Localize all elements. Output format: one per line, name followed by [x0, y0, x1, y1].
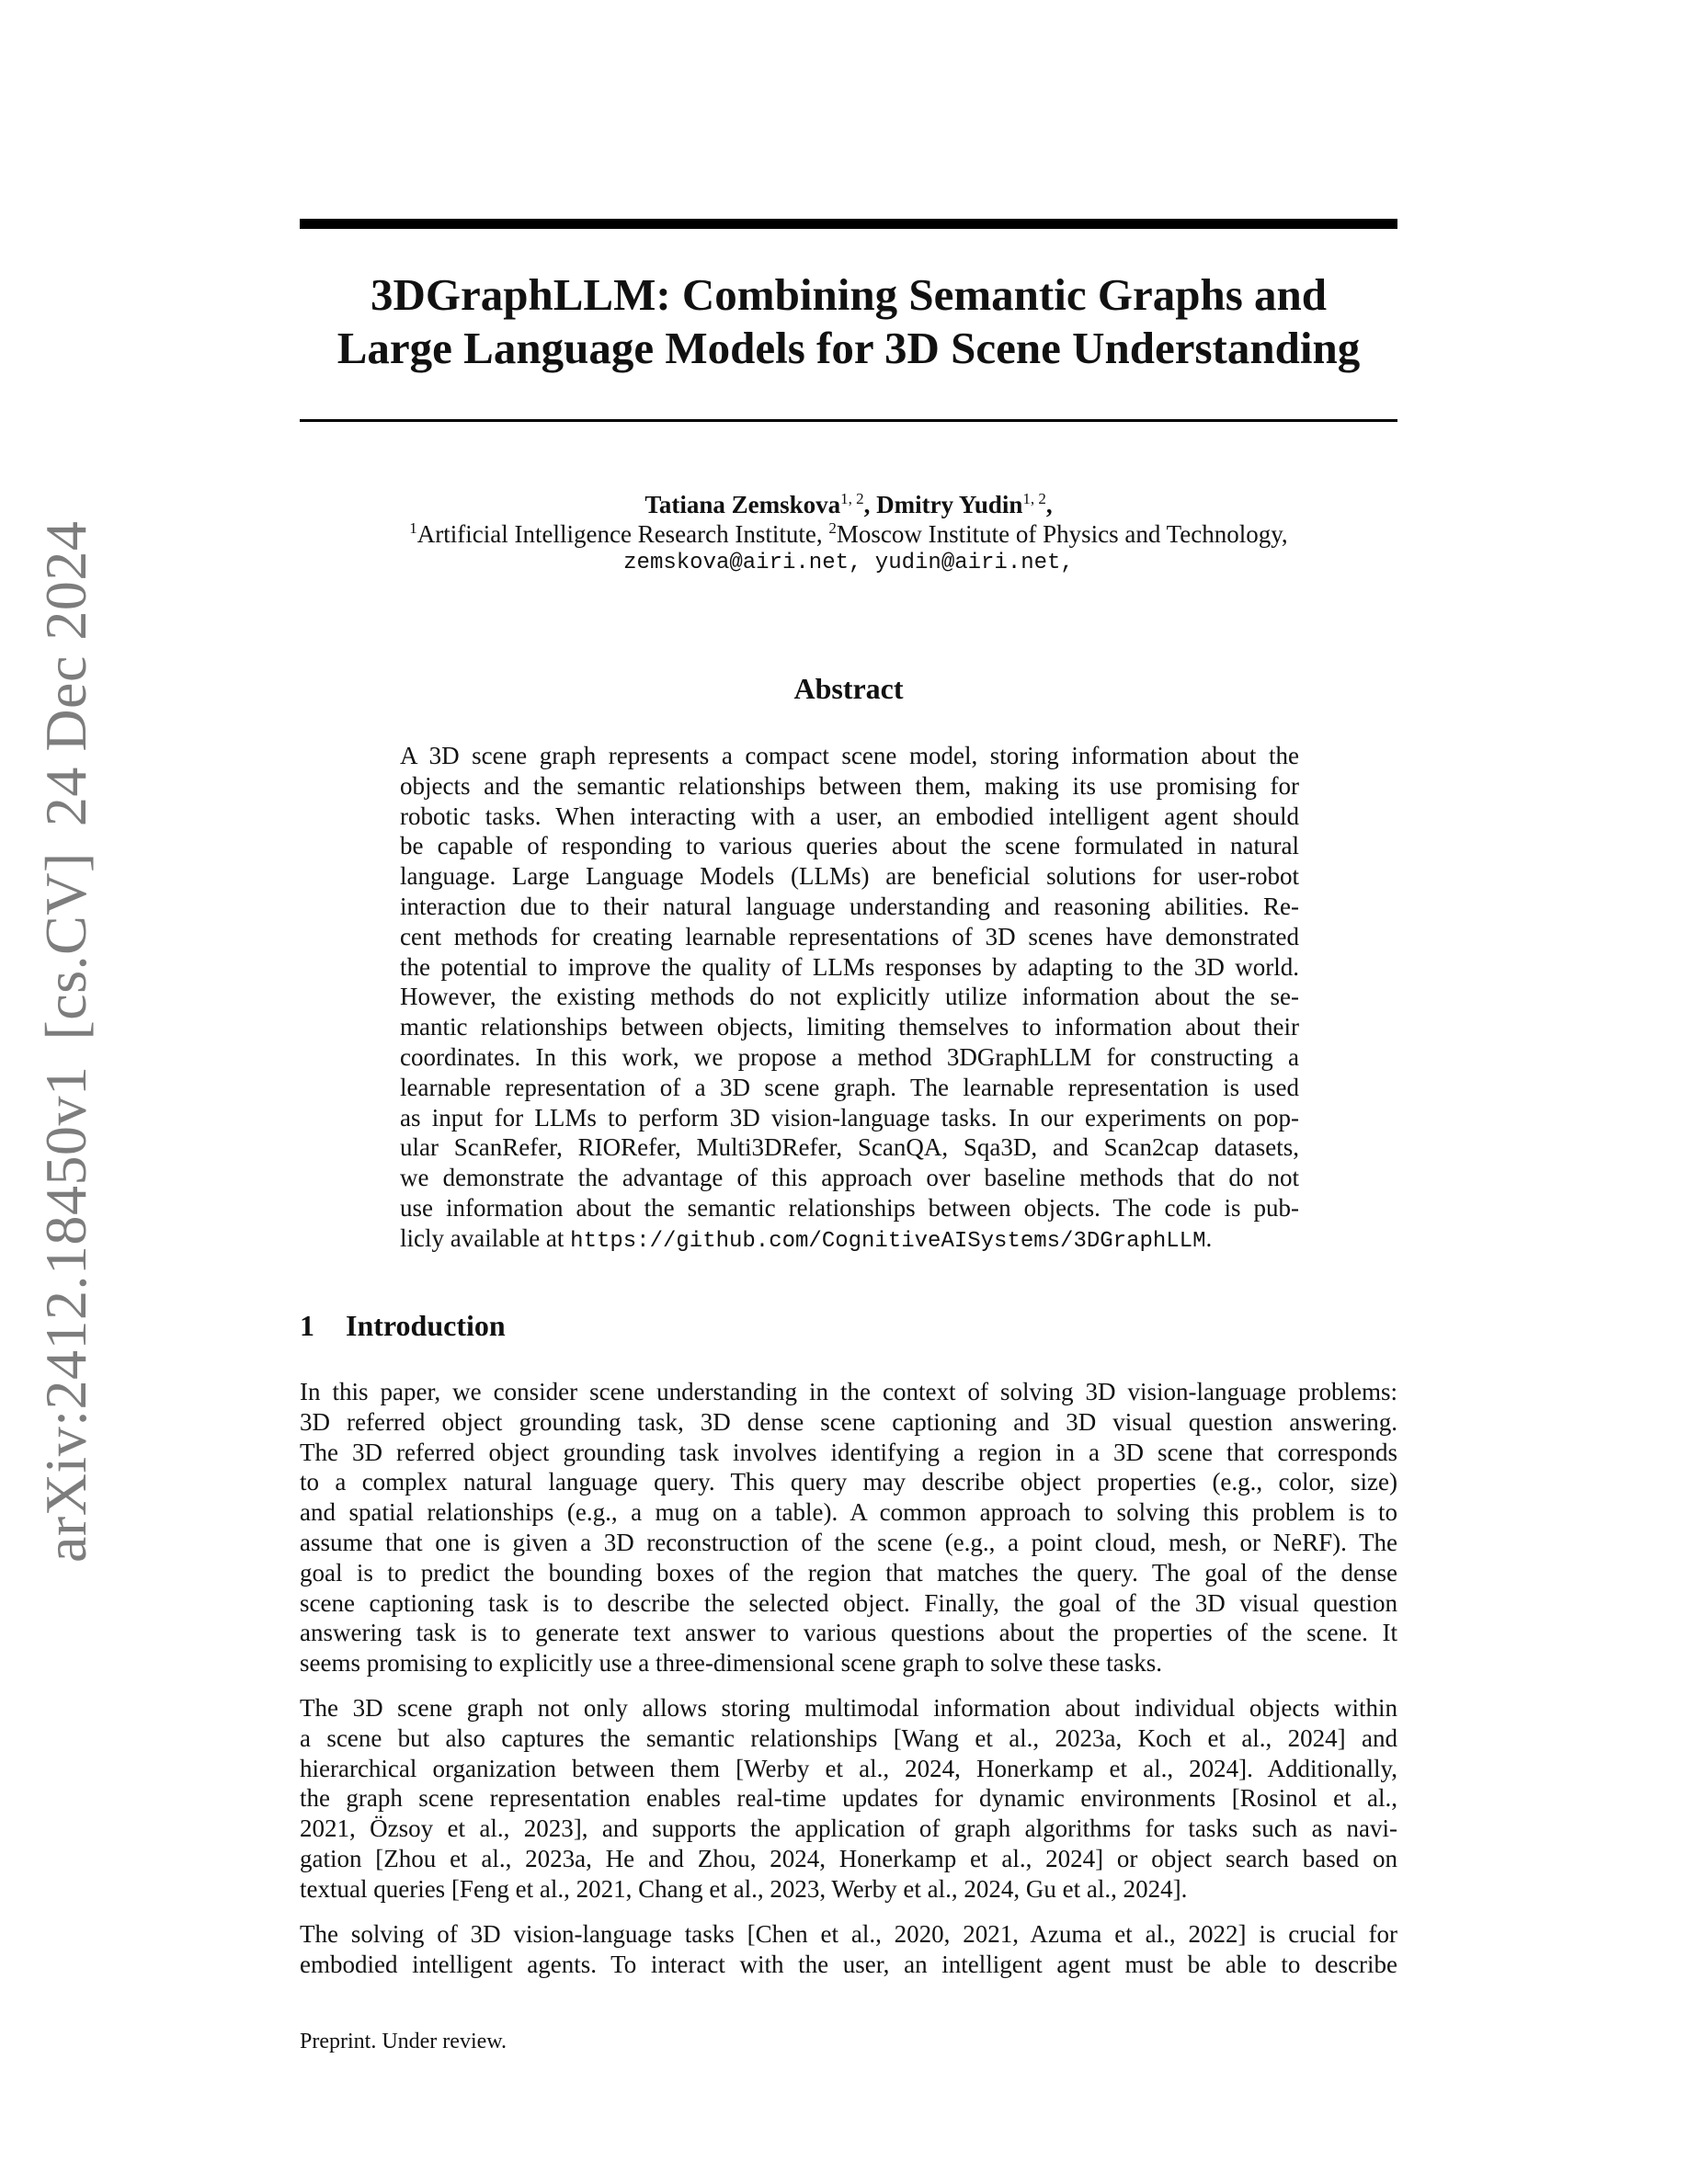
body-line: assume that one is given a 3D reconstruction of the scene (e.g., a point cloud, mesh, or NeRF). The	[300, 1528, 1397, 1556]
body-line: 3D referred object grounding task, 3D dense scene captioning and 3D visual question answering.	[300, 1407, 1397, 1436]
author-names	[300, 490, 1397, 519]
abstract-line: learnable representation of a 3D scene graph. The learnable representation is used	[400, 1073, 1299, 1101]
arxiv-id: arXiv:2412.18450v1	[33, 1065, 98, 1563]
body-line: The 3D referred object grounding task involves identifying a region in a 3D scene that corresponds	[300, 1438, 1397, 1466]
abstract-line: objects and the semantic relationships between them, making its use promising for	[400, 771, 1299, 800]
body-line: answering task is to generate text answer to various questions about the properties of the scene. It	[300, 1619, 1397, 1647]
body-line: and spatial relationships (e.g., a mug on a table). A common approach to solving this problem is to	[300, 1498, 1397, 1527]
body-line: to a complex natural language query. This query may describe object properties (e.g., color, size)	[300, 1468, 1397, 1496]
abstract-line: interaction due to their natural language understanding and reasoning abilities. Re-	[400, 892, 1299, 920]
section-number: 1	[300, 1309, 314, 1342]
body-line: gation [Zhou et al., 2023a, He and Zhou, 2024, Honerkamp et al., 2024] or object search based on	[300, 1844, 1397, 1872]
abstract-body	[400, 741, 1299, 1257]
body-line: textual queries [Feng et al., 2021, Chang et al., 2023, Werby et al., 2024, Gu et al., 2024].	[300, 1874, 1188, 1903]
affiliation-marker: 1	[409, 519, 417, 537]
abstract-line: However, the existing methods do not explicitly utilize information about the se-	[400, 983, 1299, 1011]
section-heading-introduction	[300, 1307, 506, 1344]
footer-note: Preprint. Under review.	[300, 2030, 508, 2053]
body-line: In this paper, we consider scene understanding in the context of solving 3D vision-language problems:	[300, 1378, 1397, 1405]
paper-title	[300, 268, 1397, 375]
body-line: the graph scene representation enables real-time updates for dynamic environments [Rosinol et al.,	[300, 1784, 1397, 1813]
abstract-line-end: .	[1205, 1223, 1213, 1252]
body-line: a scene but also captures the semantic relationships [Wang et al., 2023a, Koch et al., 2024] and	[300, 1723, 1397, 1752]
author-trailing: ,	[1045, 491, 1053, 518]
abstract-line: cent methods for creating learnable representations of 3D scenes have demonstrated	[400, 922, 1299, 950]
affiliation: Moscow Institute of Physics and Technology,	[836, 520, 1288, 548]
body-line: goal is to predict the bounding boxes of the region that matches the query. The goal of the dense	[300, 1558, 1397, 1587]
title-bottom-rule	[300, 419, 1397, 422]
arxiv-stamp	[33, 520, 98, 1563]
author-block	[300, 490, 1397, 578]
affiliation-marker: 2	[828, 519, 837, 537]
affiliation: Artificial Intelligence Research Institute,	[416, 520, 829, 548]
body-line: embodied intelligent agents. To interact with the user, an intelligent agent must be able to describe	[300, 1950, 1397, 1978]
author-separator: ,	[863, 491, 877, 518]
body-line: seems promising to explicitly use a three-dimensional scene graph to solve these tasks.	[300, 1649, 1163, 1678]
abstract-heading: Abstract	[793, 672, 904, 705]
title-line: 3DGraphLLM: Combining Semantic Graphs and	[370, 269, 1328, 320]
section-title: Introduction	[346, 1309, 506, 1342]
body-line: scene captioning task is to describe the selected object. Finally, the goal of the 3D visual question	[300, 1588, 1397, 1617]
abstract-line: the potential to improve the quality of LLMs responses by adapting to the 3D world.	[400, 952, 1299, 981]
body-line: hierarchical organization between them [Werby et al., 2024, Honerkamp et al., 2024]. Additionally,	[300, 1754, 1397, 1782]
body-line: 2021, Özsoy et al., 2023], and supports the application of graph algorithms for tasks such as navi-	[300, 1814, 1397, 1843]
abstract-line: language. Large Language Models (LLMs) are beneficial solutions for user-robot	[400, 862, 1299, 891]
arxiv-date: 24 Dec 2024	[33, 520, 98, 827]
abstract-line: robotic tasks. When interacting with a user, an embodied intelligent agent should	[400, 802, 1299, 830]
author-affiliation-marker: 1, 2	[840, 490, 864, 507]
affiliations	[300, 519, 1397, 549]
abstract-line: as input for LLMs to perform 3D vision-language tasks. In our experiments on pop-	[400, 1103, 1299, 1132]
abstract-line: A 3D scene graph represents a compact scene model, storing information about the	[400, 742, 1299, 769]
arxiv-category: [cs.CV]	[33, 852, 98, 1041]
abstract-line: mantic relationships between objects, limiting themselves to information about their	[400, 1013, 1299, 1041]
title-line: Large Language Models for 3D Scene Understanding	[336, 323, 1361, 373]
code-link[interactable]: https://github.com/CognitiveAISystems/3DGraphLLM	[570, 1228, 1206, 1254]
abstract-line: ular ScanRefer, RIORefer, Multi3DRefer, ScanQA, Sqa3D, and Scan2cap datasets,	[400, 1133, 1299, 1162]
abstract-line: be capable of responding to various queries about the scene formulated in natural	[400, 832, 1299, 860]
title-top-rule	[300, 219, 1397, 229]
author-name: Tatiana Zemskova	[644, 491, 841, 518]
abstract-line-text: licly available at	[400, 1223, 571, 1252]
paragraph	[300, 1693, 1397, 1905]
abstract-last-line	[400, 1223, 1299, 1257]
paragraph	[300, 1377, 1397, 1678]
author-emails[interactable]: zemskova@airi.net, yudin@airi.net,	[623, 551, 1074, 575]
body-line: The 3D scene graph not only allows storing multimodal information about individual objects within	[300, 1694, 1397, 1722]
paragraph	[300, 1919, 1397, 1980]
abstract-line: we demonstrate the advantage of this approach over baseline methods that do not	[400, 1164, 1299, 1192]
abstract-line: use information about the semantic relationships between objects. The code is pub-	[400, 1193, 1299, 1222]
author-affiliation-marker: 1, 2	[1022, 490, 1046, 507]
abstract-line: coordinates. In this work, we propose a method 3DGraphLLM for constructing a	[400, 1042, 1299, 1071]
body-line: The solving of 3D vision-language tasks [Chen et al., 2020, 2021, Azuma et al., 2022] is crucial for	[300, 1920, 1397, 1948]
author-name: Dmitry Yudin	[876, 491, 1023, 518]
